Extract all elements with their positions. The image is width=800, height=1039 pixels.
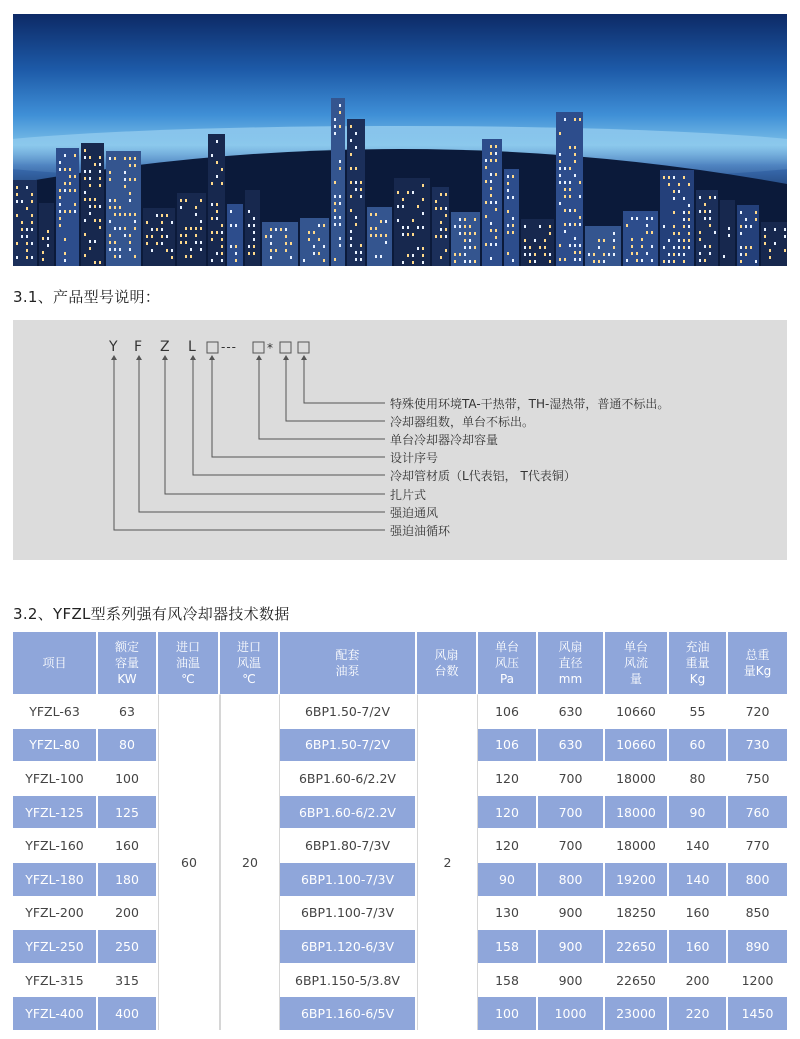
header-inlet-oil-temp: 进口 油温 ℃: [158, 632, 220, 694]
cell-fan-diameter: 630: [538, 728, 605, 762]
cell-air-pressure: 100: [478, 996, 538, 1030]
table-row: [13, 728, 787, 762]
header-item: 项目: [13, 632, 98, 694]
cell-item: YFZL-63: [13, 694, 98, 728]
table-row: [13, 963, 787, 997]
cell-item: YFZL-125: [13, 795, 98, 829]
cell-air-flow: 23000: [605, 996, 669, 1030]
cell-rated-capacity: 125: [98, 795, 158, 829]
cell-air-flow: 18000: [605, 761, 669, 795]
cell-air-pressure: 120: [478, 761, 538, 795]
cell-air-flow: 18250: [605, 896, 669, 930]
cell-air-flow: 22650: [605, 929, 669, 963]
header-air-flow: 单台 风流 量: [605, 632, 669, 694]
cell-fan-diameter: 700: [538, 761, 605, 795]
cell-oil-pump: 6BP1.120-6/3V: [280, 929, 417, 963]
cell-air-pressure: 90: [478, 862, 538, 896]
cell-fan-diameter: 700: [538, 795, 605, 829]
cell-air-flow: 10660: [605, 694, 669, 728]
cell-air-flow: 19200: [605, 862, 669, 896]
cell-rated-capacity: 200: [98, 896, 158, 930]
code-letter-z: Z: [160, 339, 170, 355]
code-letter-l: L: [188, 339, 196, 355]
legend-forced-oil: 强迫油循环: [390, 524, 451, 538]
cell-total-weight: 760: [728, 795, 787, 829]
cell-inlet-air-temp: 20: [220, 694, 280, 1030]
cell-rated-capacity: 80: [98, 728, 158, 762]
cell-total-weight: 800: [728, 862, 787, 896]
cell-fan-diameter: 700: [538, 828, 605, 862]
header-total-weight: 总重 量Kg: [728, 632, 787, 694]
cell-fan-diameter: 630: [538, 694, 605, 728]
table-row: [13, 929, 787, 963]
cell-rated-capacity: 250: [98, 929, 158, 963]
cell-fan-diameter: 900: [538, 896, 605, 930]
table-row: [13, 996, 787, 1030]
header-air-pressure: 单台 风压 Pa: [478, 632, 538, 694]
cell-total-weight: 770: [728, 828, 787, 862]
cell-item: YFZL-180: [13, 862, 98, 896]
legend-fin-type: 扎片式: [390, 488, 427, 502]
cell-rated-capacity: 400: [98, 996, 158, 1030]
cell-oil-weight: 160: [669, 929, 728, 963]
cell-rated-capacity: 100: [98, 761, 158, 795]
table-row: [13, 896, 787, 930]
section-title-tech-data: 3.2、YFZL型系列强有风冷却器技术数据: [13, 605, 290, 623]
cell-air-pressure: 106: [478, 728, 538, 762]
cell-oil-weight: 80: [669, 761, 728, 795]
cell-fan-count: 2: [417, 694, 478, 1030]
cell-item: YFZL-250: [13, 929, 98, 963]
code-asterisk: *: [267, 341, 273, 355]
cell-item: YFZL-400: [13, 996, 98, 1030]
cell-item: YFZL-315: [13, 963, 98, 997]
cell-item: YFZL-200: [13, 896, 98, 930]
cell-item: YFZL-100: [13, 761, 98, 795]
cell-item: YFZL-160: [13, 828, 98, 862]
header-fan-diameter: 风扇 直径 mm: [538, 632, 605, 694]
cell-oil-weight: 200: [669, 963, 728, 997]
city-skyline-banner: [13, 14, 787, 266]
code-letter-f: F: [134, 339, 143, 355]
header-fan-count: 风扇 台数: [417, 632, 478, 694]
code-letter-y: Y: [109, 339, 118, 355]
cell-fan-diameter: 800: [538, 862, 605, 896]
tech-data-table: [13, 632, 787, 1030]
legend-cooling-capacity: 单台冷却器冷却容量: [390, 433, 499, 447]
cell-air-pressure: 120: [478, 828, 538, 862]
table-row: [13, 828, 787, 862]
legend-special-env: 特殊使用环境TA-干热带，TH-湿热带，普通不标出。: [390, 397, 670, 411]
header-rated-capacity: 额定 容量 KW: [98, 632, 158, 694]
cell-oil-weight: 55: [669, 694, 728, 728]
table-header-row: [13, 632, 787, 694]
cell-air-pressure: 106: [478, 694, 538, 728]
model-code-diagram: [13, 320, 787, 560]
cell-oil-pump: 6BP1.50-7/2V: [280, 728, 417, 762]
cell-oil-pump: 6BP1.80-7/3V: [280, 828, 417, 862]
cell-oil-pump: 6BP1.50-7/2V: [280, 694, 417, 728]
table-row: [13, 862, 787, 896]
legend-tube-material: 冷却管材质（L代表铝， T代表铜）: [390, 469, 576, 483]
cell-oil-weight: 90: [669, 795, 728, 829]
cell-total-weight: 750: [728, 761, 787, 795]
table-row: [13, 761, 787, 795]
cell-rated-capacity: 180: [98, 862, 158, 896]
cell-fan-diameter: 900: [538, 929, 605, 963]
cell-air-flow: 18000: [605, 828, 669, 862]
skyline-illustration: [13, 14, 787, 266]
cell-air-flow: 18000: [605, 795, 669, 829]
cell-total-weight: 1200: [728, 963, 787, 997]
cell-oil-weight: 140: [669, 862, 728, 896]
cell-total-weight: 730: [728, 728, 787, 762]
cell-oil-weight: 140: [669, 828, 728, 862]
cell-oil-weight: 60: [669, 728, 728, 762]
legend-cooler-groups: 冷却器组数，单台不标出。: [390, 415, 535, 429]
cell-air-flow: 22650: [605, 963, 669, 997]
cell-air-pressure: 120: [478, 795, 538, 829]
cell-oil-pump: 6BP1.150-5/3.8V: [280, 963, 417, 997]
cell-air-pressure: 158: [478, 929, 538, 963]
cell-rated-capacity: 315: [98, 963, 158, 997]
cell-oil-pump: 6BP1.160-6/5V: [280, 996, 417, 1030]
cell-fan-diameter: 900: [538, 963, 605, 997]
cell-oil-pump: 6BP1.100-7/3V: [280, 862, 417, 896]
cell-air-pressure: 158: [478, 963, 538, 997]
header-oil-pump: 配套 油泵: [280, 632, 417, 694]
table-row: [13, 694, 787, 728]
legend-forced-air: 强迫通风: [390, 506, 439, 520]
cell-total-weight: 1450: [728, 996, 787, 1030]
cell-rated-capacity: 63: [98, 694, 158, 728]
cell-inlet-oil-temp: 60: [158, 694, 220, 1030]
section-title-model: 3.1、产品型号说明：: [13, 288, 161, 306]
cell-oil-weight: 220: [669, 996, 728, 1030]
cell-oil-pump: 6BP1.100-7/3V: [280, 896, 417, 930]
cell-total-weight: 890: [728, 929, 787, 963]
cell-oil-pump: 6BP1.60-6/2.2V: [280, 795, 417, 829]
table-body: [13, 694, 787, 1030]
code-dashes: ---: [221, 340, 237, 354]
cell-item: YFZL-80: [13, 728, 98, 762]
cell-air-pressure: 130: [478, 896, 538, 930]
header-inlet-air-temp: 进口 风温 ℃: [220, 632, 280, 694]
legend-design-number: 设计序号: [390, 451, 439, 465]
cell-total-weight: 720: [728, 694, 787, 728]
cell-air-flow: 10660: [605, 728, 669, 762]
header-oil-weight: 充油 重量 Kg: [669, 632, 728, 694]
cell-rated-capacity: 160: [98, 828, 158, 862]
cell-oil-weight: 160: [669, 896, 728, 930]
cell-total-weight: 850: [728, 896, 787, 930]
cell-fan-diameter: 1000: [538, 996, 605, 1030]
cell-oil-pump: 6BP1.60-6/2.2V: [280, 761, 417, 795]
table-row: [13, 795, 787, 829]
